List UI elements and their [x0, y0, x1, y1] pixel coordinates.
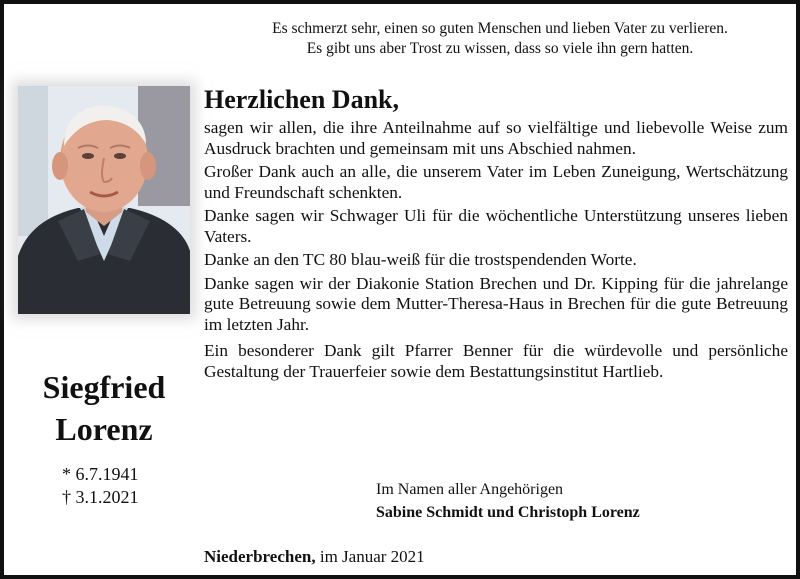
quote-line-2: Es gibt uns aber Trost zu wissen, dass so viele ihn gern hatten. [306, 40, 694, 57]
signature-intro: Im Namen aller Angehörigen [376, 481, 564, 498]
date: im Januar 2021 [319, 547, 425, 566]
portrait-photo [18, 86, 190, 314]
birth-date: * 6.7.1941 [62, 464, 139, 484]
quote-line-1: Es schmerzt sehr, einen so guten Menschen und lieben Vater zu verlieren. [272, 20, 728, 37]
message-heading: Herzlichen Dank, [204, 85, 399, 114]
paragraph-1: sagen wir allen, die ihre Anteilnahme auf so vielfältige und liebevolle Weise zum Ausdruck brachten und gemeinsam mit uns Abschied nahmen. [204, 118, 788, 158]
paragraph-6: Ein besonderer Dank gilt Pfarrer Benner für die würdevolle und persönliche Gestaltung der Trauerfeier sowie dem Bestattungsinstitut Hartlieb. [204, 341, 788, 381]
deceased-name [4, 366, 204, 450]
thank-you-message [204, 83, 788, 385]
first-name: Siegfried [42, 369, 166, 405]
memorial-quote [180, 19, 800, 59]
place-and-date [204, 546, 425, 568]
life-dates [62, 463, 139, 509]
place: Niederbrechen, [204, 547, 316, 566]
signature-block [376, 478, 640, 524]
paragraph-5: Danke sagen wir der Diakonie Station Brechen und Dr. Kipping für die jahrelange gute Betreuung sowie dem Mutter-Theresa-Haus in Brechen für die gute Betreuung im letzten Jahr. [204, 273, 788, 334]
signature-names: Sabine Schmidt und Christoph Lorenz [376, 504, 640, 521]
last-name: Lorenz [55, 411, 153, 447]
death-date: † 3.1.2021 [62, 487, 139, 507]
paragraph-3: Danke sagen wir Schwager Uli für die wöchentliche Unterstützung unseres lieben Vaters. [204, 206, 788, 246]
paragraph-4: Danke an den TC 80 blau-weiß für die trostspendenden Worte. [204, 250, 637, 269]
paragraph-2: Großer Dank auch an alle, die unserem Vater im Leben Zuneigung, Wertschätzung und Freundschaft schenkten. [204, 162, 788, 202]
